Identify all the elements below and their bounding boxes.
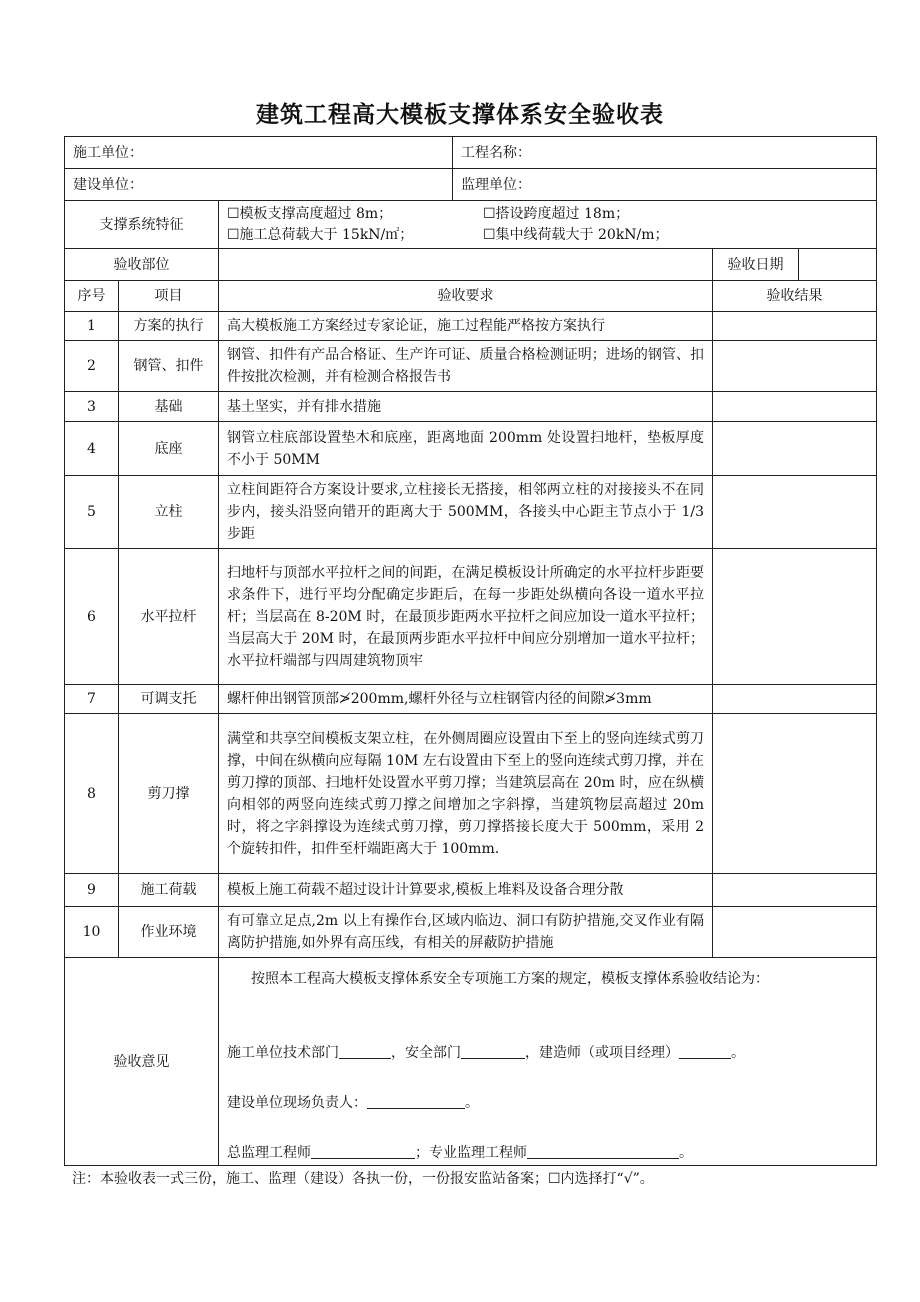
opinion-lead: 按照本工程高大模板支撑体系安全专项施工方案的规定，模板支撑体系验收结论为：	[251, 971, 769, 987]
chief-supervisor-label: 总监理工程师	[227, 1145, 311, 1161]
row-result-cell[interactable]	[713, 312, 877, 341]
row-requirement: 扫地杆与顶部水平拉杆之间的间距，在满足模板设计所确定的水平拉杆步距要求条件下，进行平均分配确定步距后，在每一步距处纵横向各设一道水平拉杆；当层高在 8-20M 时，在最顶步距两水平拉杆之间应加设一道水平拉杆；当层高大于 20M 时，在最顶两步距水平拉杆中间应分别增加一道水平拉杆；水平拉杆端部与四周建筑物顶牢	[219, 549, 713, 685]
table-row	[65, 476, 877, 549]
col-requirement-header: 验收要求	[219, 281, 713, 312]
table-row	[65, 392, 877, 422]
row-requirement: 钢管立柱底部设置垫木和底座，距离地面 200mm 处设置扫地杆，垫板厚度不小于 50MM	[219, 422, 713, 476]
acceptance-form-table	[64, 136, 877, 1166]
row-no: 10	[65, 907, 119, 958]
row-inspection-part	[65, 249, 877, 281]
owner-rep-label: 建设单位现场负责人：	[227, 1095, 367, 1111]
owner-unit-field[interactable]: 建设单位：	[65, 169, 453, 201]
supervision-unit-field[interactable]: 监理单位：	[453, 169, 877, 201]
owner-rep-signature-blank[interactable]	[367, 1094, 465, 1109]
inspection-date-label: 验收日期	[713, 249, 799, 281]
row-item: 水平拉杆	[119, 549, 219, 685]
opinion-content	[219, 958, 877, 1166]
row-item: 作业环境	[119, 907, 219, 958]
row-requirement: 有可靠立足点,2m 以上有操作台,区域内临边、洞口有防护措施,交叉作业有隔离防护措施,如外界有高压线，有相关的屏蔽防护措施	[219, 907, 713, 958]
row-requirement: 立柱间距符合方案设计要求,立柱接长无搭接，相邻两立柱的对接接头不在同步内，接头沿竖向错开的距离大于 500MM，各接头中心距主节点小于 1/3 步距	[219, 476, 713, 549]
row-item: 施工荷载	[119, 874, 219, 907]
row-no: 8	[65, 714, 119, 874]
punct: 。	[465, 1095, 479, 1111]
row-requirement: 高大模板施工方案经过专家论证，施工过程能严格按方案执行	[219, 312, 713, 341]
construction-unit-field[interactable]: 施工单位：	[65, 137, 453, 169]
safety-dept-label: ，安全部门	[391, 1045, 461, 1061]
row-no: 5	[65, 476, 119, 549]
table-row	[65, 907, 877, 958]
opinion-signoff-line-2	[227, 1064, 868, 1114]
row-item: 立柱	[119, 476, 219, 549]
specialist-supervisor-signature-blank[interactable]	[527, 1144, 679, 1159]
checkbox-load-over-15kn[interactable]: ☐施工总荷载大于 15kN/㎡；	[227, 226, 414, 243]
row-result-cell[interactable]	[713, 549, 877, 685]
col-result-header: 验收结果	[713, 281, 877, 312]
row-no: 3	[65, 392, 119, 422]
row-opinion	[65, 958, 877, 1166]
tech-dept-signature-blank[interactable]	[339, 1044, 391, 1059]
page-title: 建筑工程高大模板支撑体系安全验收表	[256, 102, 664, 128]
row-requirement: 钢管、扣件有产品合格证、生产许可证、质量合格检测证明；进场的钢管、扣件按批次检测，并有检测合格报告书	[219, 341, 713, 392]
constructor-signature-blank[interactable]	[679, 1044, 731, 1059]
col-item-header: 项目	[119, 281, 219, 312]
row-owner-unit	[65, 169, 877, 201]
row-item: 可调支托	[119, 685, 219, 714]
project-name-field[interactable]: 工程名称：	[453, 137, 877, 169]
constructor-label: ，建造师（或项目经理）	[525, 1045, 679, 1061]
row-result-cell[interactable]	[713, 714, 877, 874]
row-result-cell[interactable]	[713, 422, 877, 476]
row-result-cell[interactable]	[713, 341, 877, 392]
row-item: 钢管、扣件	[119, 341, 219, 392]
table-row	[65, 422, 877, 476]
row-no: 1	[65, 312, 119, 341]
checkbox-span-over-18m[interactable]: ☐搭设跨度超过 18m；	[483, 205, 630, 222]
opinion-label: 验收意见	[65, 958, 219, 1166]
row-result-cell[interactable]	[713, 685, 877, 714]
inspection-part-value[interactable]	[219, 249, 713, 281]
table-row	[65, 685, 877, 714]
row-requirement: 基土坚实，并有排水措施	[219, 392, 713, 422]
row-no: 7	[65, 685, 119, 714]
row-item: 剪刀撑	[119, 714, 219, 874]
row-result-cell[interactable]	[713, 874, 877, 907]
row-result-cell[interactable]	[713, 476, 877, 549]
row-item: 底座	[119, 422, 219, 476]
row-requirement: 螺杆伸出钢管顶部≯200mm,螺杆外径与立柱钢管内径的间隙≯3mm	[219, 685, 713, 714]
checkbox-line-load-over-20kn[interactable]: ☐集中线荷载大于 20kN/m；	[483, 226, 669, 243]
row-item: 方案的执行	[119, 312, 219, 341]
row-no: 9	[65, 874, 119, 907]
specialist-supervisor-label: ；专业监理工程师	[415, 1145, 527, 1161]
table-row	[65, 341, 877, 392]
checkbox-height-over-8m[interactable]: ☐模板支撑高度超过 8m；	[227, 205, 393, 222]
row-result-cell[interactable]	[713, 907, 877, 958]
punct: 。	[679, 1145, 693, 1161]
chief-supervisor-signature-blank[interactable]	[311, 1144, 415, 1159]
opinion-signoff-line-1	[227, 990, 868, 1064]
column-header-row	[65, 281, 877, 312]
tech-dept-label: 施工单位技术部门	[227, 1045, 339, 1061]
table-row	[65, 549, 877, 685]
punct: 。	[731, 1045, 745, 1061]
opinion-signoff-line-3	[227, 1114, 868, 1164]
row-support-features	[65, 201, 877, 249]
row-item: 基础	[119, 392, 219, 422]
support-features-label: 支撑系统特征	[65, 201, 219, 249]
footnote: 注：本验收表一式三份，施工、监理（建设）各执一份，一份报安监站备案；☐内选择打“√”。	[72, 1171, 654, 1187]
safety-dept-signature-blank[interactable]	[461, 1044, 525, 1059]
row-construction-unit	[65, 137, 877, 169]
support-features-options	[219, 201, 877, 249]
table-row	[65, 714, 877, 874]
row-no: 2	[65, 341, 119, 392]
table-row	[65, 874, 877, 907]
row-result-cell[interactable]	[713, 392, 877, 422]
row-no: 4	[65, 422, 119, 476]
row-requirement: 满堂和共享空间模板支架立柱，在外侧周圈应设置由下至上的竖向连续式剪刀撑，中间在纵横向应每隔 10M 左右设置由下至上的竖向连续式剪刀撑，并在剪刀撑的顶部、扫地杆处设置水平剪刀撑；当建筑层高在 20m 时，应在纵横向相邻的两竖向连续式剪刀撑之间增加之字斜撑，当建筑物层高超过 20m 时，将之字斜撑设为连续式剪刀撑，剪刀撑搭接长度大于 500mm，采用 2 个旋转扣件，扣件至杆端距离大于 100mm.	[219, 714, 713, 874]
col-no-header: 序号	[65, 281, 119, 312]
table-row	[65, 312, 877, 341]
inspection-part-label: 验收部位	[65, 249, 219, 281]
inspection-date-value[interactable]	[799, 249, 877, 281]
row-no: 6	[65, 549, 119, 685]
row-requirement: 模板上施工荷载不超过设计计算要求,模板上堆料及设备合理分散	[219, 874, 713, 907]
